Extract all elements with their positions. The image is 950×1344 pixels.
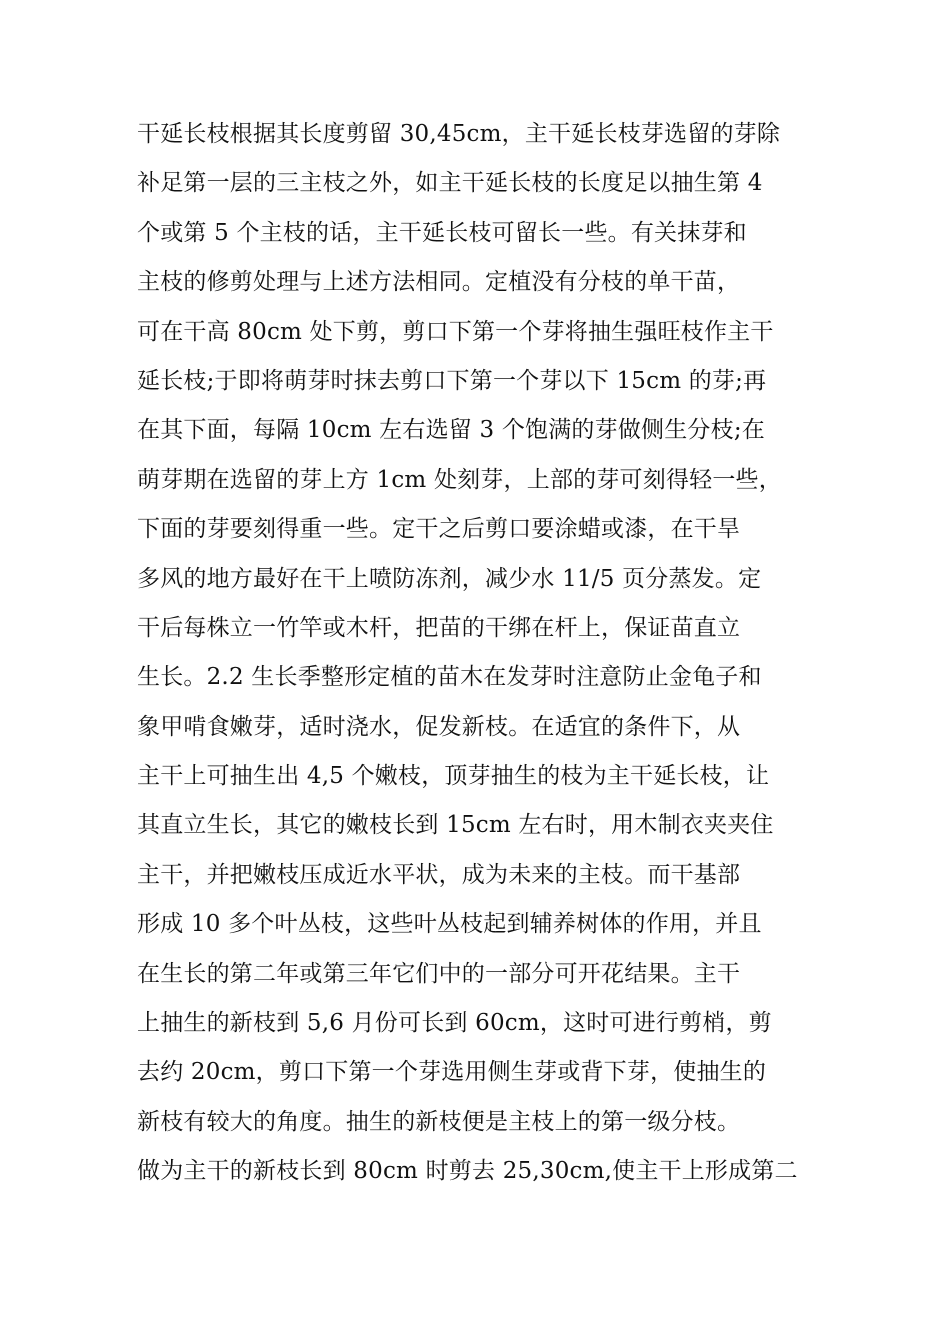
text-line: 做为主干的新枝长到 80cm 时剪去 25,30cm,使主干上形成第二	[137, 1158, 798, 1185]
text-line: 形成 10 多个叶丛枝，这些叶丛枝起到辅养树体的作用，并且	[137, 911, 762, 938]
text-line: 其直立生长，其它的嫩枝长到 15cm 左右时，用木制衣夹夹住	[137, 812, 774, 839]
text-line: 象甲啃食嫩芽，适时浇水，促发新枝。在适宜的条件下，从	[137, 713, 741, 740]
text-line: 生长。2.2 生长季整形定植的苗木在发芽时注意防止金龟子和	[137, 664, 762, 691]
text-line: 干后每株立一竹竿或木杆，把苗的干绑在杆上，保证苗直立	[137, 614, 741, 641]
text-line: 个或第 5 个主枝的话，主干延长枝可留长一些。有关抹芽和	[137, 219, 747, 246]
text-line: 在其下面，每隔 10cm 左右选留 3 个饱满的芽做侧生分枝;在	[137, 417, 765, 444]
text-line: 补足第一层的三主枝之外，如主干延长枝的长度足以抽生第 4	[137, 170, 763, 197]
text-line: 上抽生的新枝到 5,6 月份可长到 60cm，这时可进行剪梢，剪	[137, 1010, 772, 1037]
text-line: 新枝有较大的角度。抽生的新枝便是主枝上的第一级分枝。	[137, 1108, 741, 1135]
body-text	[137, 110, 837, 1197]
text-line: 干延长枝根据其长度剪留 30,45cm，主干延长枝芽选留的芽除	[137, 121, 781, 147]
text-line: 可在干高 80cm 处下剪，剪口下第一个芽将抽生强旺枝作主干	[137, 318, 774, 345]
text-line: 多风的地方最好在干上喷防冻剂，减少水 11/5 页分蒸发。定	[137, 565, 762, 592]
text-line: 主枝的修剪处理与上述方法相同。定植没有分枝的单干苗，	[137, 269, 741, 296]
text-line: 主干上可抽生出 4,5 个嫩枝，顶芽抽生的枝为主干延长枝，让	[137, 763, 770, 790]
text-line: 延长枝;于即将萌芽时抹去剪口下第一个芽以下 15cm 的芽;再	[137, 367, 767, 394]
text-line: 主干，并把嫩枝压成近水平状，成为未来的主枝。而干基部	[137, 861, 741, 888]
text-line: 在生长的第二年或第三年它们中的一部分可开花结果。主干	[137, 960, 741, 987]
text-line: 去约 20cm，剪口下第一个芽选用侧生芽或背下芽，使抽生的	[137, 1059, 767, 1086]
text-line: 萌芽期在选留的芽上方 1cm 处刻芽，上部的芽可刻得轻一些，	[137, 466, 782, 493]
text-line: 下面的芽要刻得重一些。定干之后剪口要涂蜡或漆，在干旱	[137, 516, 741, 543]
